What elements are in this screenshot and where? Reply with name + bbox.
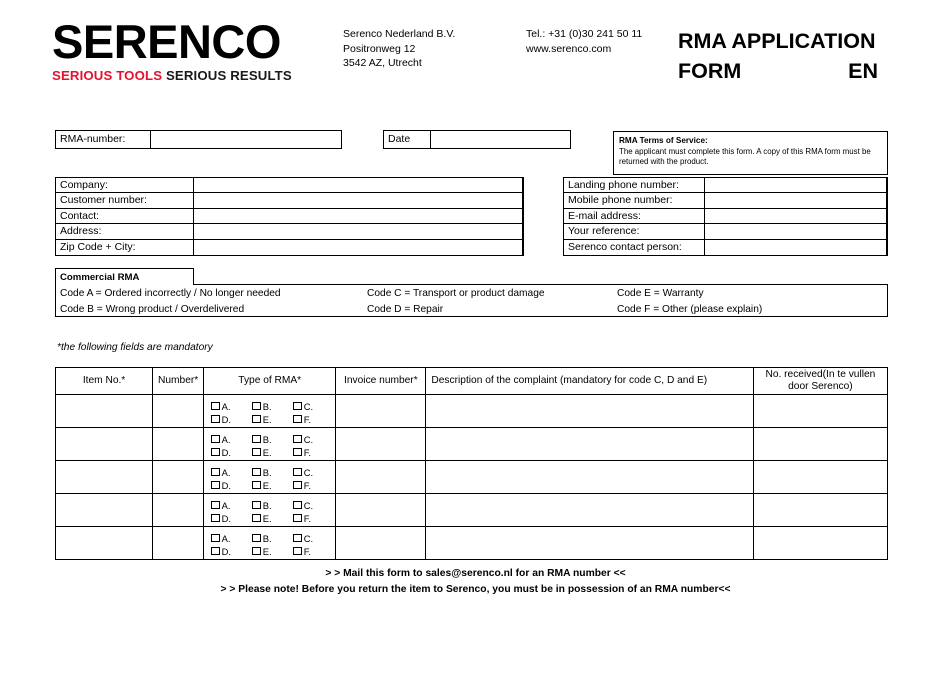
checkbox-label: D. [221, 413, 232, 425]
checkbox-a[interactable] [211, 467, 252, 478]
checkbox-group [205, 398, 334, 425]
label-your-reference: Your reference: [564, 224, 705, 238]
address-line-2: Positronweg 12 [343, 42, 416, 55]
checkbox-icon[interactable] [211, 448, 220, 457]
checkbox-group [205, 464, 334, 491]
table-row [56, 527, 888, 560]
company-address [343, 27, 455, 71]
checkbox-e[interactable] [252, 447, 293, 458]
header-number: Number* [153, 368, 204, 395]
address-line-1: Serenco Nederland B.V. [343, 28, 456, 40]
checkbox-icon[interactable] [211, 415, 220, 424]
checkbox-line [211, 447, 334, 458]
checkbox-icon[interactable] [293, 435, 302, 444]
header-type-of-rma: Type of RMA* [204, 368, 336, 395]
checkbox-label: B. [262, 532, 272, 544]
field-row-contact [56, 209, 523, 224]
input-serenco-contact[interactable] [705, 240, 887, 255]
cell-description[interactable] [426, 527, 753, 560]
address-line-3: 3542 AZ, Utrecht [343, 57, 422, 69]
checkbox-d[interactable] [211, 546, 252, 557]
checkbox-a[interactable] [211, 533, 252, 544]
language-code: EN [848, 59, 878, 83]
checkbox-a[interactable] [211, 401, 252, 412]
table-row [56, 494, 888, 527]
title-line-1: RMA APPLICATION [678, 29, 876, 53]
checkbox-label: E. [262, 512, 272, 524]
checkbox-icon[interactable] [252, 481, 261, 490]
checkbox-f[interactable] [293, 414, 334, 425]
checkbox-e[interactable] [252, 480, 293, 491]
checkbox-label: D. [221, 446, 232, 458]
checkbox-b[interactable] [252, 434, 293, 445]
checkbox-label: A. [221, 499, 231, 511]
checkbox-icon[interactable] [211, 402, 220, 411]
field-row-zip-city [56, 240, 523, 255]
telephone-number: Tel.: +31 (0)30 241 50 11 [526, 28, 643, 40]
cell-invoice-number[interactable] [336, 494, 426, 527]
cell-type-of-rma [204, 527, 336, 560]
customer-details-grid [55, 177, 524, 256]
checkbox-icon[interactable] [293, 501, 302, 510]
tagline-serious-tools: SERIOUS TOOLS [52, 68, 163, 83]
checkbox-label: C. [303, 499, 314, 511]
checkbox-line [211, 414, 334, 425]
cell-number[interactable] [153, 395, 204, 428]
footer-mail-instruction: > > Mail this form to sales@serenco.nl for an RMA number << [325, 568, 626, 579]
cell-no-received[interactable] [753, 428, 887, 461]
checkbox-label: B. [262, 466, 272, 478]
checkbox-line [211, 513, 334, 524]
checkbox-c[interactable] [293, 533, 334, 544]
checkbox-label: C. [303, 532, 314, 544]
terms-of-service-box [613, 131, 888, 175]
cell-type-of-rma [204, 494, 336, 527]
checkbox-d[interactable] [211, 447, 252, 458]
date-input[interactable] [430, 130, 571, 149]
checkbox-e[interactable] [252, 414, 293, 425]
checkbox-group [205, 530, 334, 557]
label-address: Address: [56, 224, 194, 238]
contact-details-grid [563, 177, 888, 256]
checkbox-label: F. [303, 413, 312, 425]
date-label: Date [388, 133, 411, 146]
field-row-mobile-phone [564, 193, 887, 208]
checkbox-line [211, 434, 334, 445]
checkbox-label: D. [221, 512, 232, 524]
header-no-received: No. received(In te vullen door Serenco) [753, 368, 887, 395]
checkbox-e[interactable] [252, 546, 293, 557]
cell-invoice-number[interactable] [336, 461, 426, 494]
checkbox-group [205, 497, 334, 524]
field-row-email [564, 209, 887, 224]
label-serenco-contact: Serenco contact person: [564, 240, 705, 255]
checkbox-f[interactable] [293, 447, 334, 458]
cell-type-of-rma [204, 395, 336, 428]
cell-number[interactable] [153, 461, 204, 494]
checkbox-label: E. [262, 479, 272, 491]
checkbox-icon[interactable] [293, 547, 302, 556]
checkbox-label: B. [262, 433, 272, 445]
cell-item-no[interactable] [56, 395, 153, 428]
checkbox-label: A. [221, 532, 231, 544]
code-f: Code F = Other (please explain) [617, 304, 763, 316]
checkbox-c[interactable] [293, 434, 334, 445]
checkbox-b[interactable] [252, 500, 293, 511]
rma-number-label: RMA-number: [60, 133, 126, 146]
checkbox-label: C. [303, 433, 314, 445]
cell-item-no[interactable] [56, 461, 153, 494]
checkbox-f[interactable] [293, 546, 334, 557]
checkbox-line [211, 467, 334, 478]
cell-number[interactable] [153, 527, 204, 560]
checkbox-icon[interactable] [252, 448, 261, 457]
field-row-customer-number [56, 193, 523, 208]
checkbox-icon[interactable] [252, 435, 261, 444]
logo-wordmark: SERENCO [52, 15, 281, 68]
cell-type-of-rma [204, 428, 336, 461]
checkbox-a[interactable] [211, 434, 252, 445]
cell-no-received[interactable] [753, 461, 887, 494]
table-body [56, 395, 888, 560]
header-invoice-number: Invoice number* [336, 368, 426, 395]
checkbox-label: D. [221, 545, 232, 557]
rma-number-value [151, 131, 341, 148]
checkbox-label: A. [221, 433, 231, 445]
checkbox-icon[interactable] [252, 514, 261, 523]
cell-description[interactable] [426, 461, 753, 494]
checkbox-line [211, 401, 334, 412]
input-email[interactable] [705, 209, 887, 223]
cell-no-received[interactable] [753, 494, 887, 527]
terms-title: RMA Terms of Service: [619, 136, 708, 145]
table-row [56, 461, 888, 494]
checkbox-e[interactable] [252, 513, 293, 524]
checkbox-line [211, 500, 334, 511]
checkbox-d[interactable] [211, 513, 252, 524]
cell-description[interactable] [426, 395, 753, 428]
rma-items-table [55, 367, 888, 560]
rma-number-input[interactable] [150, 130, 342, 149]
checkbox-icon[interactable] [211, 534, 220, 543]
date-value [431, 131, 570, 148]
input-zip-city[interactable] [194, 240, 523, 255]
cell-item-no[interactable] [56, 494, 153, 527]
form-footer [0, 566, 951, 598]
checkbox-label: F. [303, 512, 312, 524]
input-customer-number[interactable] [194, 193, 523, 207]
checkbox-icon[interactable] [211, 547, 220, 556]
input-address[interactable] [194, 224, 523, 238]
checkbox-f[interactable] [293, 480, 334, 491]
checkbox-icon[interactable] [293, 468, 302, 477]
checkbox-icon[interactable] [293, 481, 302, 490]
checkbox-icon[interactable] [252, 415, 261, 424]
code-e: Code E = Warranty [617, 287, 704, 299]
checkbox-icon[interactable] [293, 534, 302, 543]
label-mobile-phone: Mobile phone number: [564, 193, 705, 207]
cell-item-no[interactable] [56, 527, 153, 560]
code-row-1 [56, 285, 887, 302]
cell-invoice-number[interactable] [336, 395, 426, 428]
code-row-2 [56, 302, 887, 319]
input-contact[interactable] [194, 209, 523, 223]
field-row-address [56, 224, 523, 239]
checkbox-label: B. [262, 400, 272, 412]
checkbox-icon[interactable] [211, 514, 220, 523]
commercial-rma-heading: Commercial RMA [55, 268, 194, 285]
checkbox-icon[interactable] [211, 481, 220, 490]
rma-number-label-box [55, 130, 151, 149]
checkbox-line [211, 546, 334, 557]
checkbox-icon[interactable] [293, 415, 302, 424]
checkbox-line [211, 533, 334, 544]
checkbox-label: F. [303, 479, 312, 491]
cell-number[interactable] [153, 428, 204, 461]
header-description: Description of the complaint (mandatory for code C, D and E) [426, 368, 753, 395]
code-a: Code A = Ordered incorrectly / No longer needed [60, 287, 281, 299]
label-email: E-mail address: [564, 209, 705, 223]
checkbox-b[interactable] [252, 401, 293, 412]
checkbox-label: A. [221, 400, 231, 412]
logo-tagline [52, 68, 292, 83]
checkbox-label: E. [262, 413, 272, 425]
input-mobile-phone[interactable] [705, 193, 887, 207]
checkbox-label: E. [262, 545, 272, 557]
code-d: Code D = Repair [367, 304, 444, 316]
terms-body: The applicant must complete this form. A copy of this RMA form must be returned with the product. [619, 146, 871, 166]
checkbox-d[interactable] [211, 414, 252, 425]
checkbox-icon[interactable] [211, 468, 220, 477]
code-b: Code B = Wrong product / Overdelivered [60, 304, 245, 316]
code-c: Code C = Transport or product damage [367, 287, 545, 299]
cell-no-received[interactable] [753, 527, 887, 560]
cell-type-of-rma [204, 461, 336, 494]
input-landing-phone[interactable] [705, 178, 887, 192]
checkbox-c[interactable] [293, 401, 334, 412]
checkbox-f[interactable] [293, 513, 334, 524]
checkbox-label: D. [221, 479, 232, 491]
checkbox-icon[interactable] [211, 435, 220, 444]
field-row-serenco-contact [564, 240, 887, 255]
checkbox-c[interactable] [293, 467, 334, 478]
checkbox-label: F. [303, 545, 312, 557]
document-header [0, 0, 951, 110]
checkbox-icon[interactable] [252, 402, 261, 411]
input-company[interactable] [194, 178, 523, 192]
cell-no-received[interactable] [753, 395, 887, 428]
checkbox-label: C. [303, 466, 314, 478]
cell-number[interactable] [153, 494, 204, 527]
checkbox-icon[interactable] [211, 501, 220, 510]
mandatory-fields-note: *the following fields are mandatory [57, 342, 213, 353]
cell-invoice-number[interactable] [336, 428, 426, 461]
input-your-reference[interactable] [705, 224, 887, 238]
checkbox-label: E. [262, 446, 272, 458]
label-zip-city: Zip Code + City: [56, 240, 194, 255]
checkbox-group [205, 431, 334, 458]
cell-invoice-number[interactable] [336, 527, 426, 560]
label-landing-phone: Landing phone number: [564, 178, 705, 192]
checkbox-icon[interactable] [293, 514, 302, 523]
table-header-row [56, 368, 888, 395]
checkbox-line [211, 480, 334, 491]
checkbox-icon[interactable] [252, 468, 261, 477]
company-contact [526, 27, 642, 56]
checkbox-b[interactable] [252, 533, 293, 544]
checkbox-icon[interactable] [252, 547, 261, 556]
checkbox-icon[interactable] [293, 448, 302, 457]
footer-please-note: > > Please note! Before you return the item to Serenco, you must be in possession of an RMA number<< [220, 584, 731, 595]
tagline-serious-results: SERIOUS RESULTS [165, 68, 292, 83]
checkbox-icon[interactable] [252, 501, 261, 510]
checkbox-label: B. [262, 499, 272, 511]
date-label-box [383, 130, 431, 149]
field-row-landing-phone [564, 178, 887, 193]
serenco-logo [52, 15, 292, 83]
table-row [56, 428, 888, 461]
checkbox-d[interactable] [211, 480, 252, 491]
label-contact: Contact: [56, 209, 194, 223]
checkbox-c[interactable] [293, 500, 334, 511]
cell-item-no[interactable] [56, 428, 153, 461]
commercial-rma-codes-box [55, 284, 888, 317]
checkbox-icon[interactable] [252, 534, 261, 543]
table-row [56, 395, 888, 428]
document-title [678, 26, 888, 86]
title-line-2: FORM [678, 59, 742, 83]
checkbox-icon[interactable] [293, 402, 302, 411]
checkbox-label: C. [303, 400, 314, 412]
checkbox-a[interactable] [211, 500, 252, 511]
field-row-your-reference [564, 224, 887, 239]
checkbox-label: A. [221, 466, 231, 478]
website-url[interactable]: www.serenco.com [526, 42, 612, 55]
field-row-company [56, 178, 523, 193]
cell-description[interactable] [426, 494, 753, 527]
checkbox-b[interactable] [252, 467, 293, 478]
checkbox-label: F. [303, 446, 312, 458]
label-customer-number: Customer number: [56, 193, 194, 207]
header-item-no: Item No.* [56, 368, 153, 395]
label-company: Company: [56, 178, 194, 192]
cell-description[interactable] [426, 428, 753, 461]
